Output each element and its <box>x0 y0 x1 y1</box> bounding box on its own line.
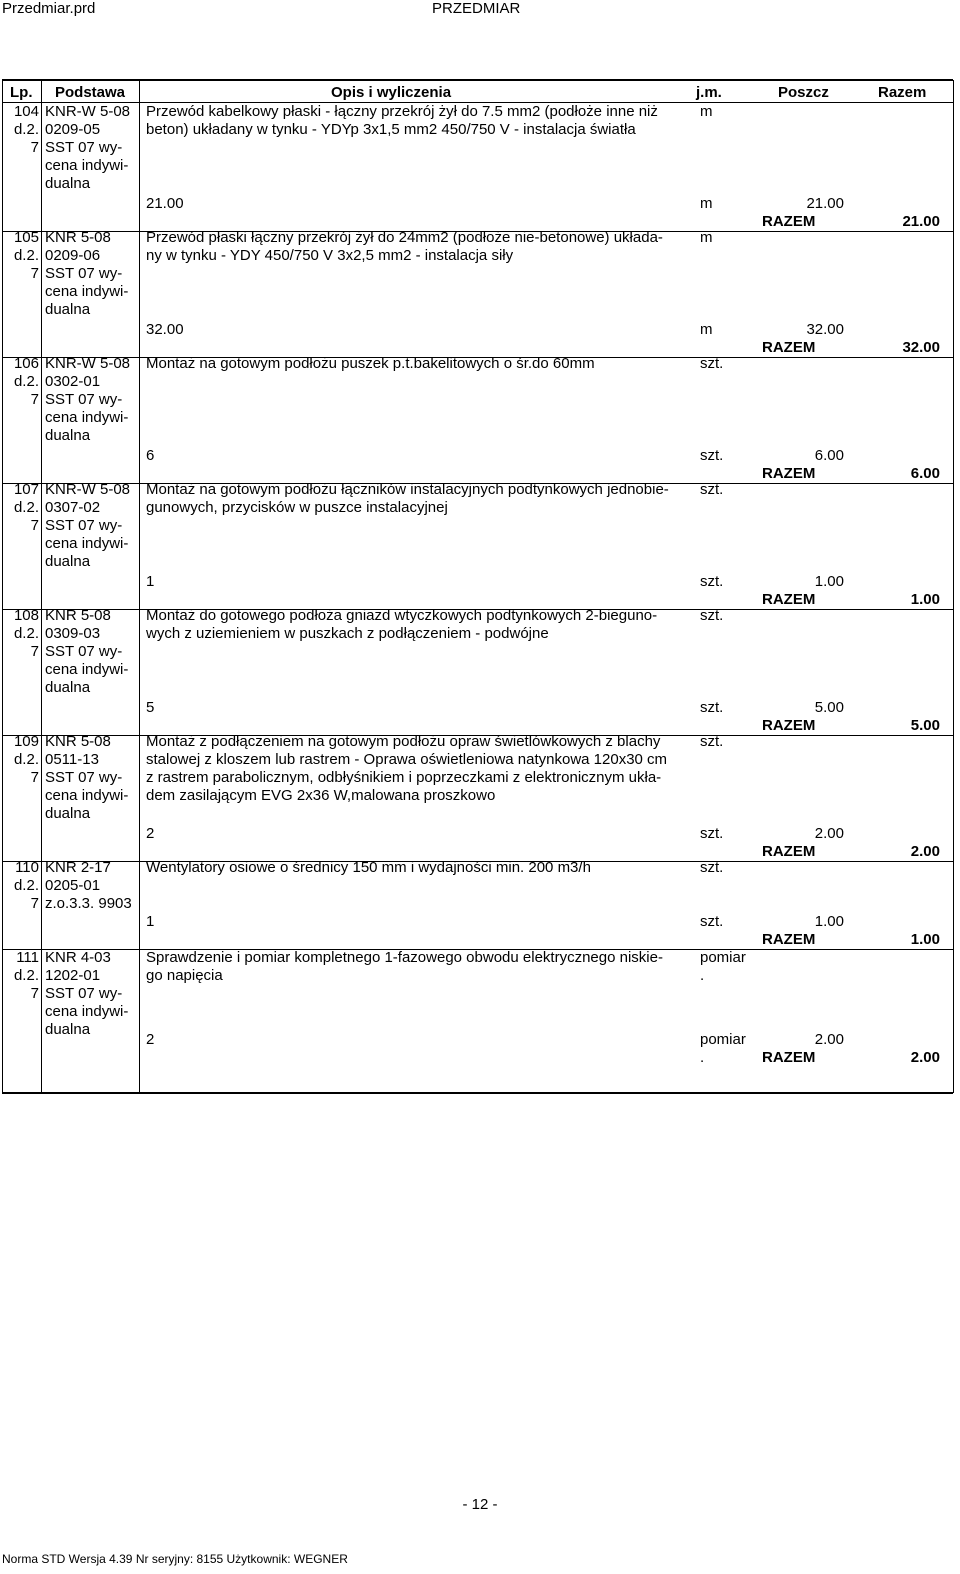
row-description-line: Wentylatory osiowe o średnicy 150 mm i wydajności min. 200 m3/h <box>146 859 591 876</box>
row-unit: szt. <box>700 355 724 372</box>
row-podstawa-line: KNR-W 5-08 <box>45 103 131 120</box>
row-calculation: 1 <box>146 913 155 930</box>
row-podstawa-line: SST 07 wy- <box>45 391 123 408</box>
row-podstawa-line: dualna <box>45 805 91 822</box>
row-lp-line: 7 <box>30 139 39 156</box>
row-lp-line: 7 <box>30 643 39 660</box>
row-unit: szt. <box>700 607 724 624</box>
row-podstawa-line: dualna <box>45 301 91 318</box>
row-lp-line: d.2. <box>13 967 39 984</box>
row-podstawa-line: KNR-W 5-08 <box>45 481 131 498</box>
row-razem-value: 1.00 <box>910 591 940 608</box>
row-podstawa-line: SST 07 wy- <box>45 769 123 786</box>
row-poszcz-value: 1.00 <box>814 573 844 590</box>
row-razem-label: RAZEM <box>762 843 816 860</box>
row-poszcz-value: 2.00 <box>814 825 844 842</box>
row-razem-value: 6.00 <box>910 465 940 482</box>
row-description-line: Sprawdzenie i pomiar kompletnego 1-fazowego obwodu elektrycznego niskie- <box>146 949 663 966</box>
row-podstawa-line: cena indywi- <box>45 157 129 174</box>
row-lp-line: 104 <box>13 103 39 120</box>
row-razem-value: 1.00 <box>910 931 940 948</box>
row-razem-label: RAZEM <box>762 931 816 948</box>
table-top-rule <box>2 79 953 81</box>
column-header-opis: Opis i wyliczenia <box>331 84 452 101</box>
row-description-line: dem zasilającym EVG 2x36 W,malowana proszkowo <box>146 787 496 804</box>
row-unit: szt. <box>700 859 724 876</box>
row-podstawa-line: 1202-01 <box>45 967 101 984</box>
row-description-line: Montaż na gotowym podłożu puszek p.t.bakelitowych o śr.do 60mm <box>146 355 595 372</box>
row-calculation-unit: pomiar <box>700 1031 746 1048</box>
row-calculation-unit: szt. <box>700 573 724 590</box>
row-razem-value: 2.00 <box>910 1049 940 1066</box>
row-calculation: 32.00 <box>146 321 184 338</box>
row-razem-label: RAZEM <box>762 1049 816 1066</box>
row-podstawa-line: dualna <box>45 553 91 570</box>
row-podstawa-line: dualna <box>45 679 91 696</box>
row-podstawa-line: cena indywi- <box>45 661 129 678</box>
row-razem-value: 5.00 <box>910 717 940 734</box>
row-podstawa-line: SST 07 wy- <box>45 643 123 660</box>
row-razem-label: RAZEM <box>762 339 816 356</box>
row-podstawa-line: 0209-05 <box>45 121 101 138</box>
row-lp-line: 111 <box>16 949 39 966</box>
row-calculation-unit: szt. <box>700 825 724 842</box>
row-razem-value: 21.00 <box>902 213 940 230</box>
row-lp-line: 7 <box>30 517 39 534</box>
row-lp-line: 109 <box>13 733 39 750</box>
row-calculation-unit: szt. <box>700 913 724 930</box>
row-unit: szt. <box>700 481 724 498</box>
row-unit: m <box>700 229 713 246</box>
document-title: PRZEDMIAR <box>432 0 521 17</box>
row-poszcz-value: 1.00 <box>814 913 844 930</box>
row-calculation: 2 <box>146 1031 155 1048</box>
row-razem-label: RAZEM <box>762 213 816 230</box>
row-description-line: Montaż na gotowym podłożu łączników instalacyjnych podtynkowych jednobie- <box>146 481 669 498</box>
row-lp-line: d.2. <box>13 121 39 138</box>
document-filename: Przedmiar.prd <box>2 0 96 17</box>
row-calculation: 2 <box>146 825 155 842</box>
row-lp-line: d.2. <box>13 373 39 390</box>
row-unit: m <box>700 103 713 120</box>
row-razem-label: RAZEM <box>762 465 816 482</box>
row-podstawa-line: SST 07 wy- <box>45 517 123 534</box>
row-podstawa-line: dualna <box>45 427 91 444</box>
row-podstawa-line: KNR 5-08 <box>45 229 111 246</box>
row-razem-value: 32.00 <box>902 339 940 356</box>
row-podstawa-line: KNR 5-08 <box>45 733 111 750</box>
row-unit: szt. <box>700 733 724 750</box>
row-lp-line: 110 <box>15 859 39 876</box>
row-podstawa-line: dualna <box>45 1021 91 1038</box>
row-podstawa-line: KNR 2-17 <box>45 859 111 876</box>
page-number: - 12 - <box>462 1496 498 1513</box>
row-calculation-unit: szt. <box>700 447 724 464</box>
row-razem-value: 2.00 <box>910 843 940 860</box>
row-lp-line: 106 <box>13 355 39 372</box>
row-lp-line: 108 <box>13 607 39 624</box>
row-lp-line: 7 <box>30 769 39 786</box>
row-lp-line: 7 <box>30 985 39 1002</box>
row-lp-line: 7 <box>30 265 39 282</box>
row-podstawa-line: cena indywi- <box>45 409 129 426</box>
row-unit: pomiar <box>700 949 746 966</box>
row-calculation: 21.00 <box>146 195 184 212</box>
row-poszcz-value: 21.00 <box>806 195 844 212</box>
row-podstawa-line: cena indywi- <box>45 283 129 300</box>
row-description-line: go napięcia <box>146 967 223 984</box>
column-header-jm: j.m. <box>696 84 722 101</box>
row-lp-line: 7 <box>30 391 39 408</box>
row-lp-line: d.2. <box>13 751 39 768</box>
row-description-line: Przewód kabelkowy płaski - łączny przekrój żył do 7.5 mm2 (podłoże inne niż <box>146 103 658 120</box>
row-podstawa-line: cena indywi- <box>45 787 129 804</box>
row-poszcz-value: 6.00 <box>814 447 844 464</box>
row-podstawa-line: SST 07 wy- <box>45 265 123 282</box>
row-podstawa-line: SST 07 wy- <box>45 139 123 156</box>
row-description-line: ny w tynku - YDY 450/750 V 3x2,5 mm2 - instalacja siły <box>146 247 514 264</box>
row-calculation: 5 <box>146 699 155 716</box>
row-calculation: 1 <box>146 573 155 590</box>
row-lp-line: d.2. <box>13 877 39 894</box>
column-header-poszcz: Poszcz <box>778 84 829 101</box>
row-podstawa-line: 0309-03 <box>45 625 101 642</box>
row-podstawa-line: 0209-06 <box>45 247 101 264</box>
row-description-line: z rastrem parabolicznym, odbłyśnikiem i poprzeczkami z elektronicznym ukła- <box>146 769 662 786</box>
row-calculation-unit: m <box>700 321 713 338</box>
row-lp-line: d.2. <box>13 625 39 642</box>
row-description-line: wych z uziemieniem w puszkach z podłączeniem - podwójne <box>146 625 549 642</box>
row-lp-line: d.2. <box>13 247 39 264</box>
row-lp-line: d.2. <box>13 499 39 516</box>
row-podstawa-line: dualna <box>45 175 91 192</box>
row-description-line: Montaż do gotowego podłoża gniazd wtyczkowych podtynkowych 2-bieguno- <box>146 607 658 624</box>
software-footer: Norma STD Wersja 4.39 Nr seryjny: 8155 Użytkownik: WEGNER <box>2 1552 348 1566</box>
table-border-right <box>953 80 954 1093</box>
row-podstawa-line: 0511-13 <box>45 751 99 768</box>
row-description-line: beton) układany w tynku - YDYp 3x1,5 mm2 450/750 V - instalacja światła <box>146 121 636 138</box>
row-description-line: Przewód płaski łączny przekrój żył do 24mm2 (podłoże nie-betonowe) układa- <box>146 229 663 246</box>
row-calculation-unit-suffix: . <box>700 1049 705 1066</box>
row-calculation-unit: szt. <box>700 699 724 716</box>
column-header-podstawa: Podstawa <box>55 84 126 101</box>
row-podstawa-line: z.o.3.3. 9903 <box>45 895 132 912</box>
row-podstawa-line: 0307-02 <box>45 499 101 516</box>
row-description-line: Montaż z podłączeniem na gotowym podłożu opraw świetlówkowych z blachy <box>146 733 661 750</box>
row-podstawa-line: SST 07 wy- <box>45 985 123 1002</box>
row-razem-label: RAZEM <box>762 717 816 734</box>
row-podstawa-line: cena indywi- <box>45 1003 129 1020</box>
row-podstawa-line: 0302-01 <box>45 373 101 390</box>
row-lp-line: 107 <box>13 481 39 498</box>
row-poszcz-value: 2.00 <box>814 1031 844 1048</box>
row-unit-suffix: . <box>700 967 705 984</box>
row-calculation-unit: m <box>700 195 713 212</box>
column-header-razem: Razem <box>878 84 927 101</box>
row-lp-line: 7 <box>30 895 39 912</box>
row-podstawa-line: KNR-W 5-08 <box>45 355 131 372</box>
row-razem-label: RAZEM <box>762 591 816 608</box>
row-podstawa-line: cena indywi- <box>45 535 129 552</box>
row-lp-line: 105 <box>13 229 39 246</box>
row-podstawa-line: KNR 4-03 <box>45 949 111 966</box>
table-bottom-rule <box>2 1092 953 1094</box>
column-header-lp: Lp. <box>10 84 33 101</box>
row-calculation: 6 <box>146 447 155 464</box>
row-description-line: stalowej z kloszem lub rastrem - Oprawa oświetleniowa natynkowa 120x30 cm <box>146 751 668 768</box>
row-poszcz-value: 5.00 <box>814 699 844 716</box>
row-podstawa-line: KNR 5-08 <box>45 607 111 624</box>
row-poszcz-value: 32.00 <box>806 321 844 338</box>
row-podstawa-line: 0205-01 <box>45 877 101 894</box>
row-description-line: gunowych, przycisków w puszce instalacyjnej <box>146 499 448 516</box>
